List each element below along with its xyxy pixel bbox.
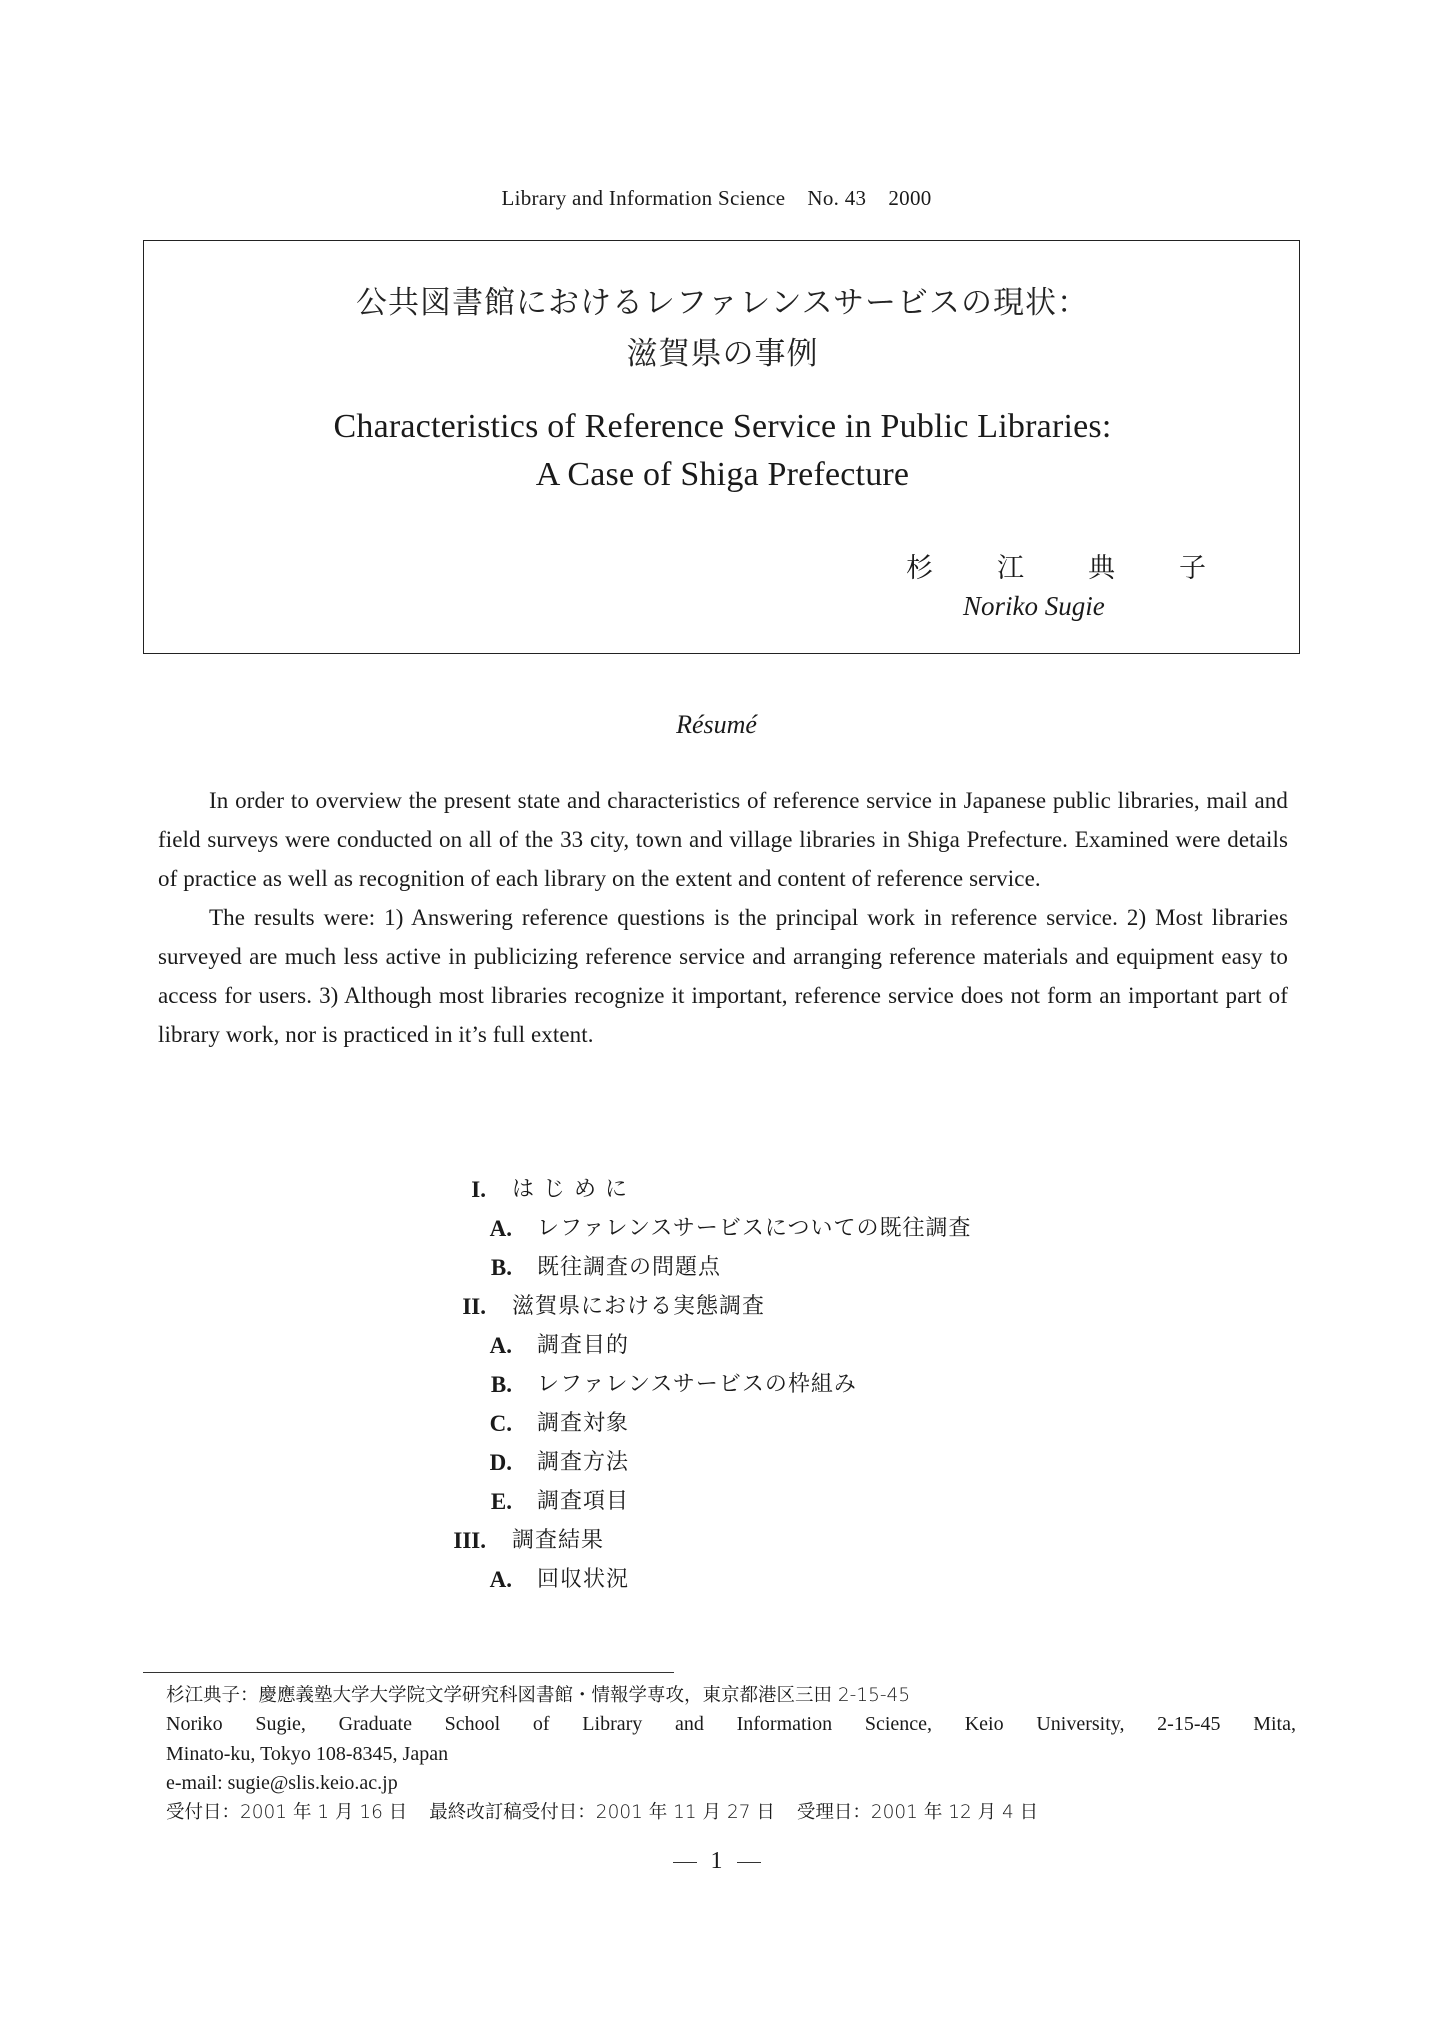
affiliation-english-line-2: Minato-ku, Tokyo 108-8345, Japan — [166, 1742, 449, 1765]
journal-issue: No. 43 — [807, 186, 867, 210]
toc-item — [0, 1560, 1433, 1599]
page-number-dash-right — [737, 1862, 761, 1863]
toc-item — [0, 1404, 1433, 1443]
submission-dates — [166, 1798, 1296, 1827]
toc-item-number: C. — [489, 1411, 512, 1436]
toc-item-title: 調査対象 — [537, 1411, 630, 1436]
abstract-paragraph: The results were: 1) Answering reference questions is the principal work in reference service. 2) Most libraries surveyed are much less active in publicizing reference service and arranging reference materials and equipment easy to access for users. 3) Although most libraries recognize it important, reference service does not form an important part of library work, nor is practiced in it’s full extent. — [158, 905, 1288, 1047]
toc-item-number: I. — [471, 1177, 486, 1202]
page-number — [0, 1848, 1433, 1875]
toc-item-title: レファレンスサービスの枠組み — [537, 1372, 857, 1397]
toc-item-title: 調査目的 — [537, 1333, 630, 1358]
toc-item-title: 既往調査の問題点 — [537, 1255, 722, 1280]
toc-item — [0, 1521, 1433, 1560]
journal-name: Library and Information Science — [501, 186, 786, 210]
toc-item-number: D. — [489, 1450, 512, 1475]
toc-item-number: III. — [453, 1528, 486, 1553]
author-kanji-char: 江 — [997, 553, 1024, 584]
toc-item-title: 調査項目 — [537, 1489, 630, 1514]
toc-item — [0, 1170, 1433, 1209]
toc-item-number: B. — [490, 1372, 512, 1397]
email-address: e-mail: sugie@slis.keio.ac.jp — [166, 1771, 398, 1794]
author-name-japanese — [906, 546, 1206, 585]
toc-item-title: 調査方法 — [537, 1450, 630, 1475]
japanese-title-line-2: 滋賀県の事例 — [626, 336, 819, 372]
journal-header — [0, 186, 1433, 211]
author-kanji-char: 杉 — [906, 553, 933, 584]
toc-item — [0, 1482, 1433, 1521]
toc-item-number: A. — [489, 1333, 512, 1358]
toc-item-title: 回収状況 — [537, 1567, 630, 1592]
accepted-date: 受理日：2001 年 12 月 4 日 — [796, 1802, 1039, 1824]
page-number-value: 1 — [710, 1848, 723, 1874]
toc-item — [0, 1326, 1433, 1365]
english-title-line-1: Characteristics of Reference Service in Public Libraries: — [333, 408, 1112, 445]
affiliation-japanese: 杉江典子：慶應義塾大学大学院文学研究科図書館・情報学専攻，東京都港区三田 2-15-45 — [166, 1685, 911, 1706]
author-kanji-char: 典 — [1088, 553, 1115, 584]
abstract-paragraph: In order to overview the present state and characteristics of reference service in Japanese public libraries, mail and field surveys were conducted on all of the 33 city, town and village libraries in Shiga Prefecture. Examined were details of practice as well as recognition of each library on the extent and content of reference service. — [158, 788, 1288, 891]
abstract — [158, 781, 1288, 1054]
toc-item-title: 滋賀県における実態調査 — [512, 1294, 766, 1319]
revised-date: 最終改訂稿受付日：2001 年 11 月 27 日 — [429, 1802, 775, 1824]
toc-item-number: II. — [462, 1294, 486, 1319]
toc-item — [0, 1443, 1433, 1482]
toc-item — [0, 1287, 1433, 1326]
toc-item-title: は じ め に — [512, 1177, 628, 1202]
footnote — [166, 1681, 1296, 1827]
footnote-divider — [143, 1672, 674, 1673]
toc-item — [0, 1248, 1433, 1287]
toc-item — [0, 1365, 1433, 1404]
toc-item-title: 調査結果 — [512, 1528, 605, 1553]
toc-item — [0, 1209, 1433, 1248]
title-box — [143, 240, 1300, 654]
received-date: 受付日：2001 年 1 月 16 日 — [166, 1802, 408, 1824]
toc-item-number: B. — [490, 1255, 512, 1280]
toc-item-number: E. — [490, 1489, 512, 1514]
resume-heading: Résumé — [676, 710, 757, 739]
affiliation-english-line-1: Noriko Sugie, Graduate School of Library and Information Science, Keio University, 2-15-45 Mita, — [166, 1713, 1296, 1736]
toc-item-title: レファレンスサービスについての既往調査 — [537, 1216, 972, 1241]
author-kanji-char: 子 — [1179, 553, 1206, 584]
japanese-title-line-1: 公共図書館におけるレファレンスサービスの現状： — [355, 285, 1090, 321]
toc-item-number: A. — [489, 1567, 512, 1592]
author-name-english: Noriko Sugie — [963, 591, 1105, 621]
english-title-line-2: A Case of Shiga Prefecture — [535, 456, 910, 493]
toc-item-number: A. — [489, 1216, 512, 1241]
page-number-dash-left — [673, 1862, 697, 1863]
journal-year: 2000 — [888, 186, 932, 210]
